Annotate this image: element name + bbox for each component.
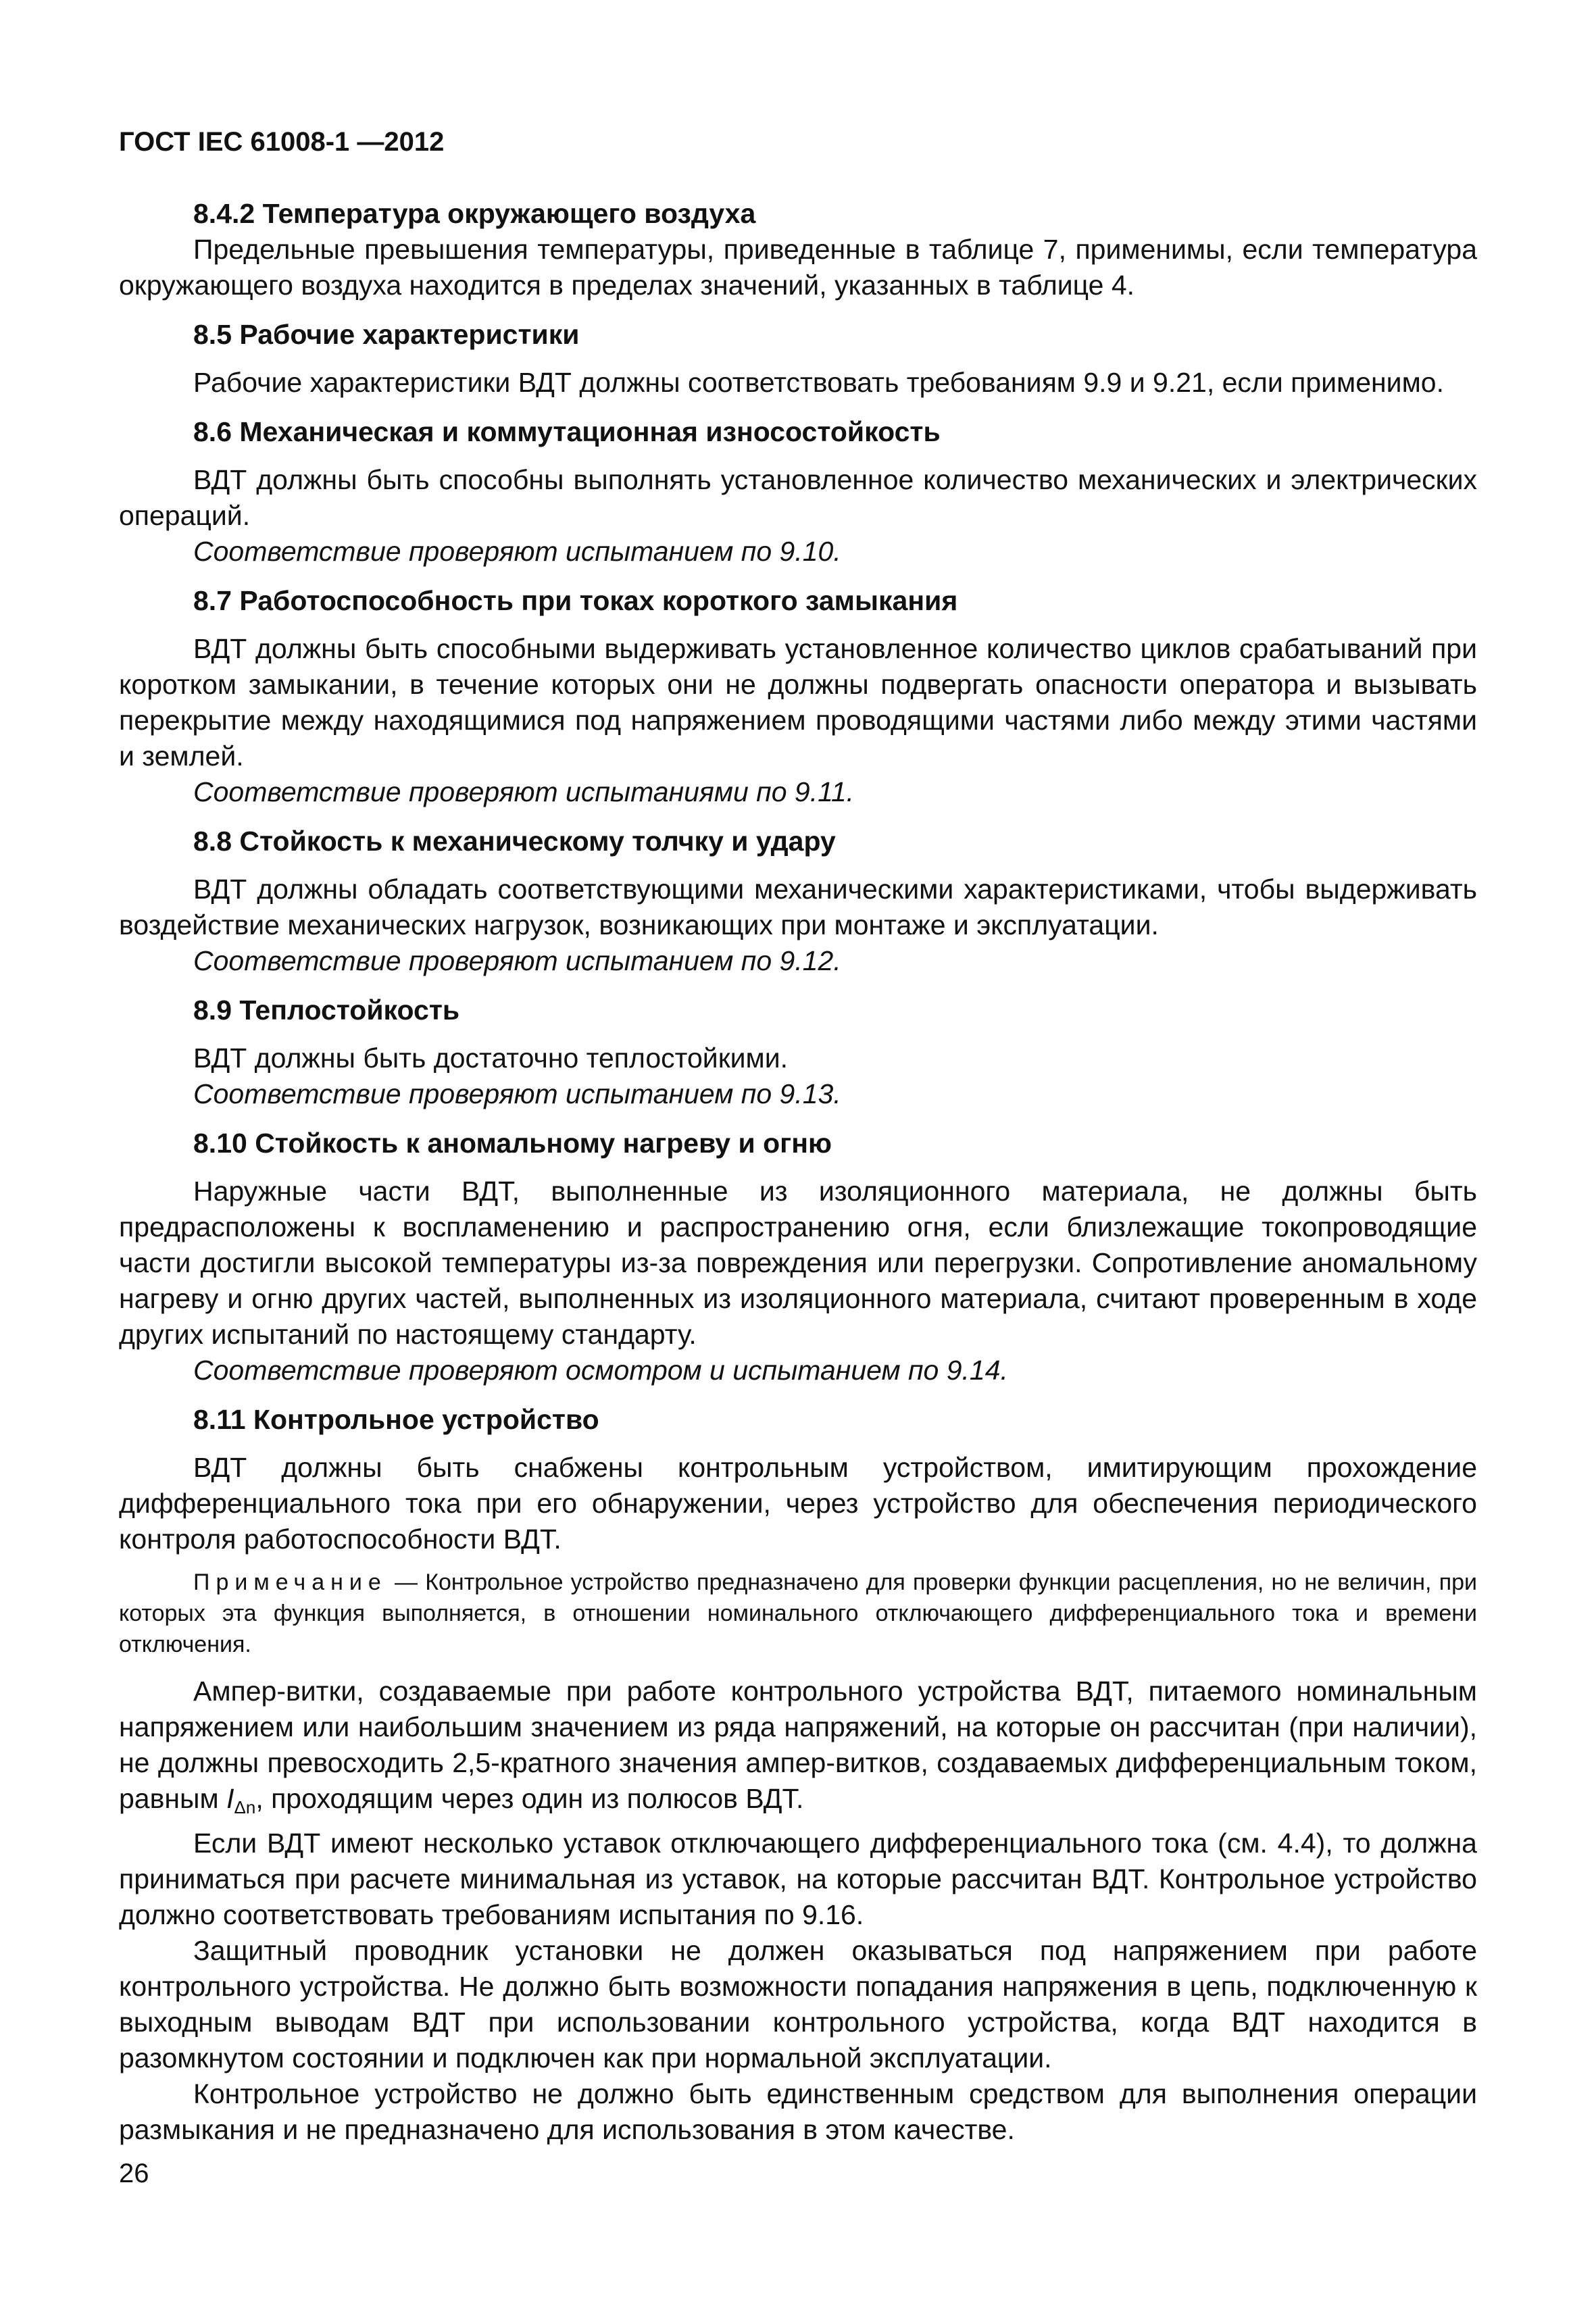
- section-8-5-heading: 8.5 Рабочие характеристики: [193, 319, 580, 350]
- section-8-11-note: [119, 1567, 1477, 1660]
- section-8-11-paragraph-3: Если ВДТ имеют несколько уставок отключающего дифференциального тока (см. 4.4), то должна приниматься при расчете минимальная из уставок, на которые рассчитан ВДТ. Контрольное устройство должно соответствовать требованиям испытания по 9.16.: [119, 1828, 1477, 1930]
- section-8-8-compliance: Соответствие проверяют испытанием по 9.12.: [193, 945, 841, 976]
- paragraph-2-text-before: Ампер-витки, создаваемые при работе контрольного устройства ВДТ, питаемого номинальным напряжением или наибольшим значением из ряда напряжений, на которые он рассчитан (при наличии), не должны превосходить 2,5-кратного значения ампер-витков, создаваемых дифференциальным током, равным: [119, 1676, 1477, 1814]
- current-symbol-letter: I: [226, 1783, 234, 1814]
- note-label: Примечание: [193, 1569, 387, 1595]
- section-8-7-compliance: Соответствие проверяют испытаниями по 9.11.: [193, 776, 855, 807]
- section-8-10-paragraph: Наружные части ВДТ, выполненные из изоляционного материала, не должны быть предрасположены к воспламенению и распространению огня, если близлежащие токопроводящие части достигли высокой температуры из-за повреждения или перегрузки. Сопротивление аномальному нагреву и огню других частей, выполненных из изоляционного материала, считают проверенным в ходе других испытаний по настоящему стандарту.: [119, 1176, 1477, 1350]
- section-8-10-compliance: Соответствие проверяют осмотром и испытанием по 9.14.: [193, 1355, 1008, 1386]
- section-8-9-compliance: Соответствие проверяют испытанием по 9.13.: [193, 1078, 841, 1109]
- paragraph-2-text-after: , проходящим через один из полюсов ВДТ.: [255, 1783, 804, 1814]
- section-8-11-heading: 8.11 Контрольное устройство: [193, 1404, 599, 1435]
- section-8-10-heading: 8.10 Стойкость к аномальному нагреву и огню: [193, 1128, 832, 1159]
- section-8-7-heading: 8.7 Работоспособность при токах короткого замыкания: [193, 585, 958, 616]
- section-8-9-heading: 8.9 Теплостойкость: [193, 995, 460, 1026]
- section-8-7-paragraph: ВДТ должны быть способными выдерживать установленное количество циклов срабатываний при коротком замыкании, в течение которых они не должны подвергать опасности оператора и вызывать перекрытие между находящимися под напряжением проводящими частями либо между этими частями и землей.: [119, 633, 1477, 772]
- section-8-11-paragraph-1: ВДТ должны быть снабжены контрольным устройством, имитирующим прохождение дифференциального тока при его обнаружении, через устройство для обеспечения периодического контроля работоспособности ВДТ.: [119, 1452, 1477, 1555]
- section-8-6-compliance: Соответствие проверяют испытанием по 9.10.: [193, 536, 841, 567]
- section-8-11-paragraph-4: Защитный проводник установки не должен оказываться под напряжением при работе контрольного устройства. Не должно быть возможности попадания напряжения в цепь, подключенную к выходным выводам ВДТ при использовании контрольного устройства, когда ВДТ находится в разомкнутом состоянии и подключен как при нормальной эксплуатации.: [119, 1935, 1477, 2073]
- current-symbol: [226, 1783, 256, 1817]
- section-8-4-2-heading: 8.4.2 Температура окружающего воздуха: [193, 198, 756, 229]
- document-code-header: ГОСТ IEC 61008-1 —2012: [119, 127, 445, 157]
- note-text: — Контрольное устройство предназначено для проверки функции расцепления, но не величин, при которых эта функция выполняется, в отношении номинального отключающего дифференциального тока и времени отключения.: [119, 1569, 1477, 1657]
- section-8-4-2-paragraph: Предельные превышения температуры, приведенные в таблице 7, применимы, если температура окружающего воздуха находится в пределах значений, указанных в таблице 4.: [119, 234, 1477, 301]
- document-body: [119, 196, 1477, 2148]
- section-8-5-paragraph: Рабочие характеристики ВДТ должны соответствовать требованиям 9.9 и 9.21, если применимо.: [193, 367, 1444, 398]
- section-8-11-paragraph-5: Контрольное устройство не должно быть единственным средством для выполнения операции размыкания и не предназначено для использования в этом качестве.: [119, 2078, 1477, 2145]
- section-8-8-heading: 8.8 Стойкость к механическому толчку и удару: [193, 826, 836, 857]
- section-8-6-heading: 8.6 Механическая и коммутационная износостойкость: [193, 416, 941, 447]
- section-8-6-paragraph: ВДТ должны быть способны выполнять установленное количество механических и электрических операций.: [119, 464, 1477, 531]
- section-8-9-paragraph: ВДТ должны быть достаточно теплостойкими.: [193, 1042, 789, 1074]
- page-number: 26: [119, 2159, 149, 2188]
- section-8-8-paragraph: ВДТ должны обладать соответствующими механическими характеристиками, чтобы выдерживать воздействие механических нагрузок, возникающих при монтаже и эксплуатации.: [119, 874, 1477, 940]
- section-8-11-paragraph-2: [119, 1674, 1477, 1826]
- current-symbol-subscript: Δn: [234, 1797, 256, 1817]
